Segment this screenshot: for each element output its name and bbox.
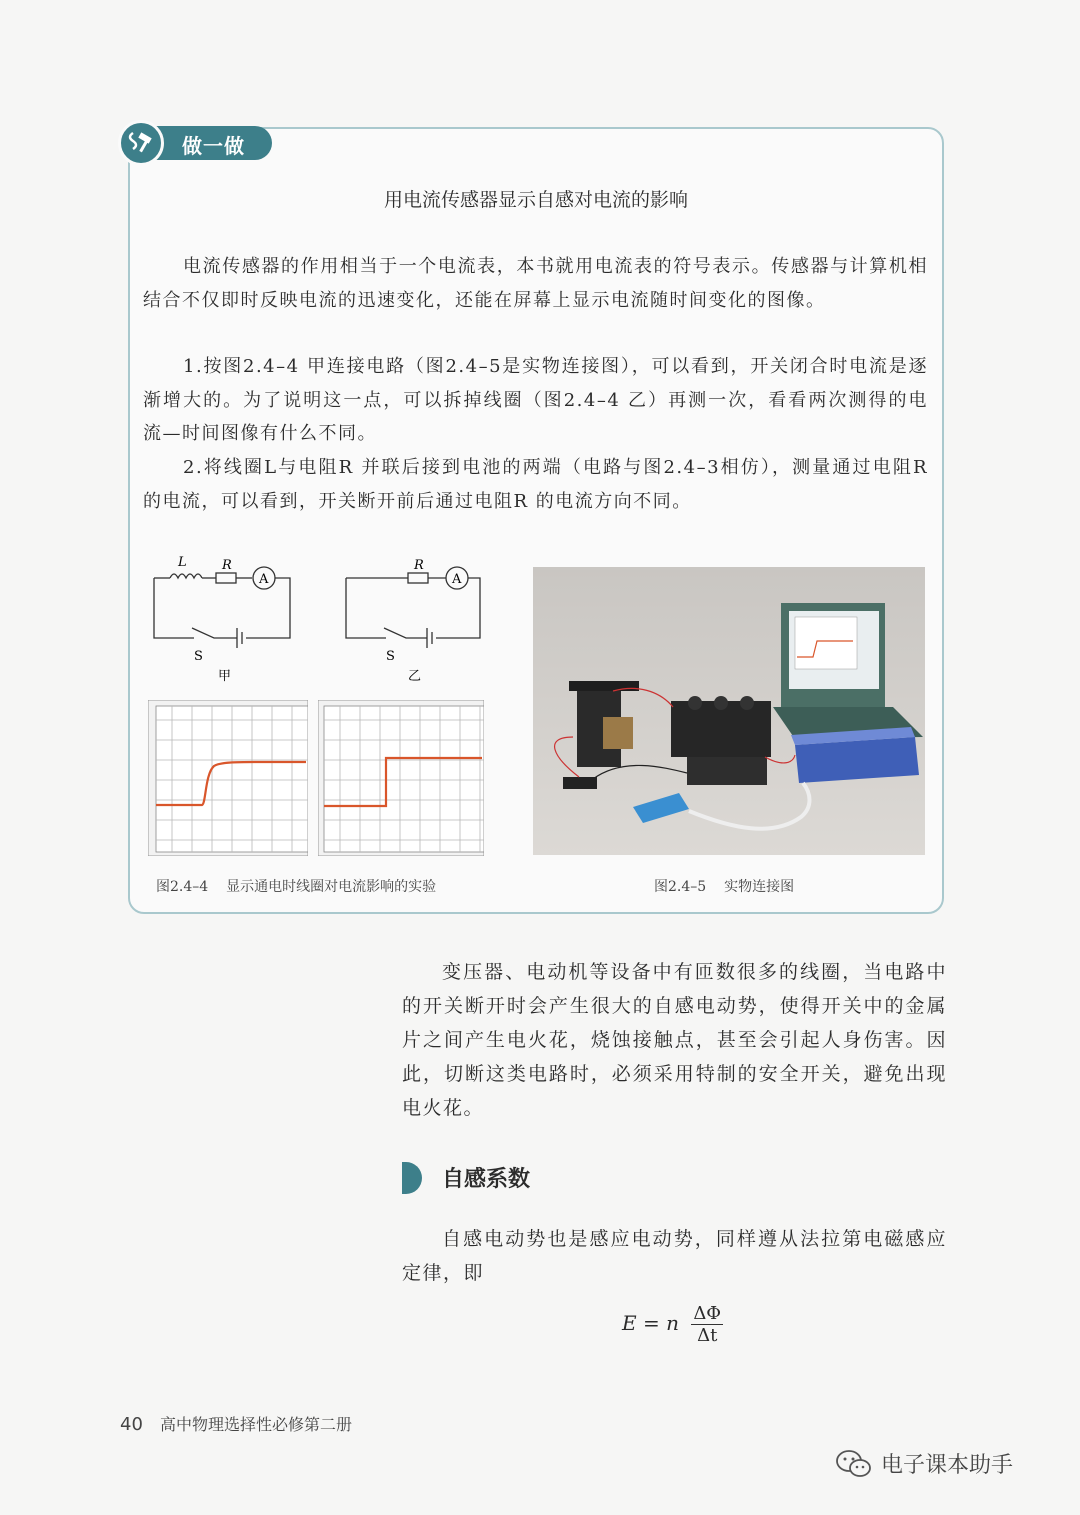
ammeter-label: A: [452, 572, 462, 587]
hammer-icon: [118, 120, 164, 166]
resistor-label: R: [222, 558, 232, 573]
formula-denominator: Δt: [697, 1325, 718, 1346]
activity-title: 用电流传感器显示自感对电流的影响: [383, 189, 688, 211]
circuit-diagram-a: [148, 552, 298, 687]
watermark-text: 电子课本助手: [881, 1453, 1014, 1478]
apparatus-photo: [533, 567, 925, 855]
formula-numerator: ΔΦ: [693, 1303, 722, 1324]
current-time-graph-without-coil: [318, 700, 484, 856]
section-title: 自感系数: [442, 1167, 531, 1192]
activity-paragraph-1: 电流传感器的作用相当于一个电流表，本书就用电流表的符号表示。传感器与计算机相结合不仅即时反映电流的迅速变化，还能在屏幕上显示电流随时间变化的图像。: [143, 256, 928, 311]
resistor-label: R: [414, 558, 424, 573]
figure-caption-right: 图2.4–5 实物连接图: [654, 879, 795, 895]
wechat-icon: [835, 1449, 873, 1479]
activity-badge: [118, 120, 272, 166]
page-number: 40: [120, 1414, 143, 1435]
section-marker-icon: [402, 1162, 422, 1194]
circuit-label: 乙: [408, 669, 422, 684]
switch-label: S: [194, 649, 203, 664]
inductor-label: L: [178, 555, 187, 570]
book-title: 高中物理选择性必修第二册: [160, 1415, 353, 1434]
formula-lhs: E = n: [622, 1311, 679, 1335]
circuit-label: 甲: [218, 669, 232, 684]
activity-paragraph-2: 1.按图2.4–4 甲连接电路（图2.4–5是实物连接图），可以看到，开关闭合时电流是逐渐增大的。为了说明这一点，可以拆掉线圈（图2.4–4 乙）再测一次，看看两次测得的电流—时间图像有什么不同。: [143, 356, 928, 444]
circuit-diagram-b: [340, 552, 490, 687]
figure-caption-left: 图2.4–4 显示通电时线圈对电流影响的实验: [156, 879, 437, 895]
page-footer: [120, 1412, 352, 1435]
watermark: [835, 1448, 1013, 1479]
badge-label: 做一做: [182, 134, 245, 158]
activity-paragraph-3: 2.将线圈L与电阻R 并联后接到电池的两端（电路与图2.4–3相仿），测量通过电阻R 的电流，可以看到，开关断开前后通过电阻R 的电流方向不同。: [143, 457, 928, 512]
current-time-graph-with-coil: [148, 700, 308, 856]
switch-label: S: [386, 649, 395, 664]
body-paragraph-2: 自感电动势也是感应电动势，同样遵从法拉第电磁感应定律，即: [402, 1228, 947, 1284]
formula: [622, 1303, 723, 1346]
ammeter-label: A: [259, 572, 269, 587]
body-paragraph-1: 变压器、电动机等设备中有匝数很多的线圈，当电路中的开关断开时会产生很大的自感电动势，使得开关中的金属片之间产生电火花，烧蚀接触点，甚至会引起人身伤害。因此，切断这类电路时，必须采用特制的安全开关，避免出现电火花。: [402, 961, 947, 1119]
